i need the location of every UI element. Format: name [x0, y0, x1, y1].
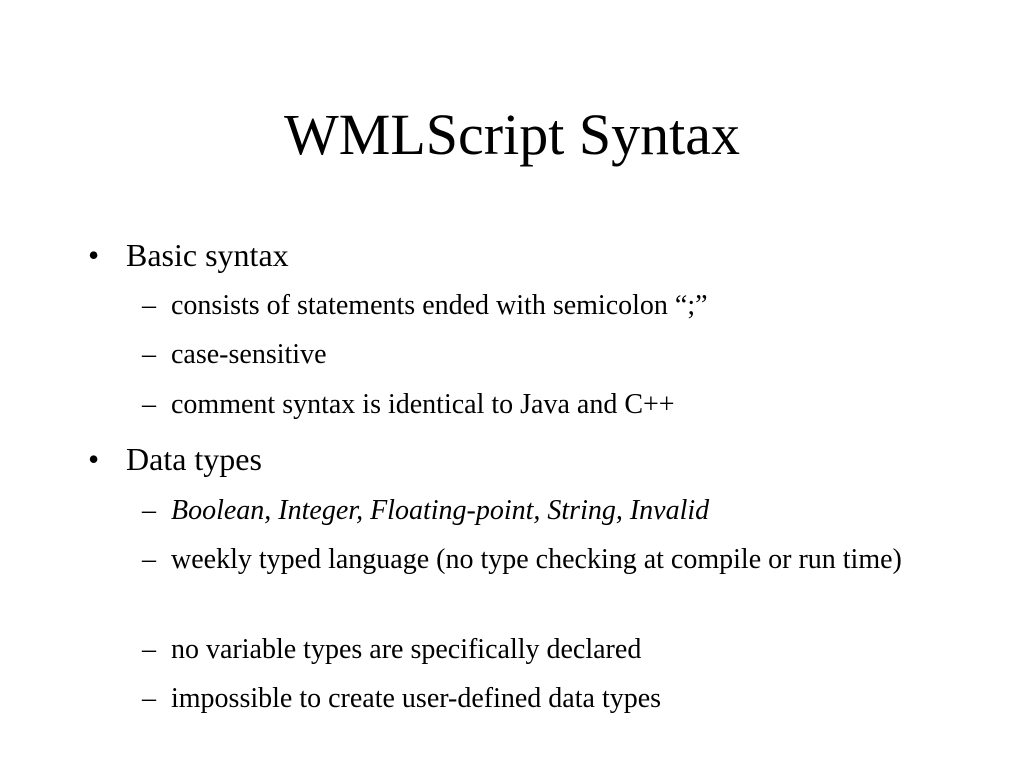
sub-bullet: [142, 678, 942, 720]
bullet-icon: •: [88, 441, 100, 477]
dash-icon: –: [142, 290, 156, 321]
sub-bullet-text: comment syntax is identical to Java and C++: [171, 389, 675, 420]
sub-bullet: [142, 384, 942, 426]
dash-icon: –: [142, 495, 156, 526]
dash-icon: –: [142, 544, 156, 575]
dash-icon: –: [142, 634, 156, 665]
sub-bullet-text: no variable types are specifically declared: [171, 634, 642, 665]
dash-icon: –: [142, 339, 156, 370]
sub-bullet-text: weekly typed language (no type checking at compile or run time): [171, 544, 902, 575]
bullet-icon: •: [88, 237, 100, 273]
bullet-heading: Basic syntax: [126, 237, 289, 273]
dash-icon: –: [142, 683, 156, 714]
sub-bullet: [142, 285, 942, 327]
sub-bullet: [142, 629, 942, 671]
bullet-heading: Data types: [126, 441, 262, 477]
slide-title: WMLScript Syntax: [284, 102, 740, 167]
sub-bullet-text: impossible to create user-defined data types: [171, 683, 662, 714]
sub-bullet-text: case-sensitive: [171, 339, 327, 370]
sub-bullet-text: Boolean, Integer, Floating-point, String, Invalid: [171, 495, 710, 526]
sub-bullet: [142, 539, 942, 581]
sub-bullet: [142, 490, 942, 532]
sub-bullet-text: consists of statements ended with semicolon “;”: [171, 290, 708, 321]
sub-bullet: [142, 334, 942, 376]
dash-icon: –: [142, 389, 156, 420]
